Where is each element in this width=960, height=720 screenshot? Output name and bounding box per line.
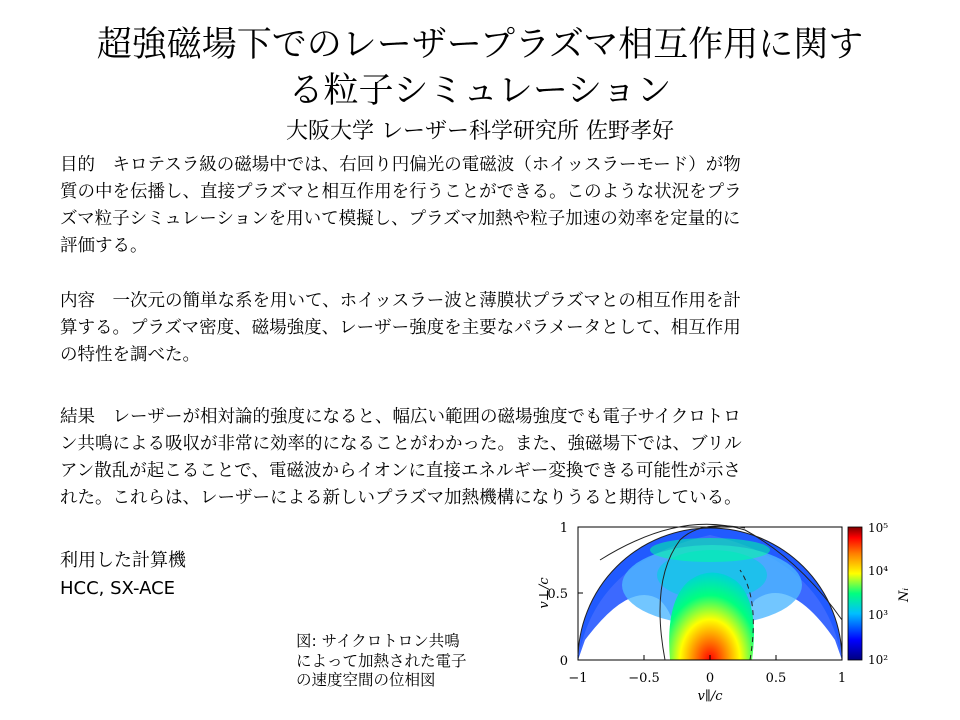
purpose-paragraph: 目的 キロテスラ級の磁場中では、右回り円偏光の電磁波（ホイッスラーモード）が物 質の中を伝播し、直接プラズマと相互作用を行うことができる。このような状況をプラ ズマ粒子シミュレーションを用いて模擬し、プラズマ加熱や粒子加速の効率を定量的に 評価する。 <box>60 155 742 256</box>
result-paragraph: 結果 レーザーが相対論的強度になると、幅広い範囲の磁場強度でも電子サイクロトロ ン共鳴による吸収が非常に効率的になることがわかった。また、強磁場下では、ブリル アン散乱が起こることで、電磁波からイオンに直接エネルギー変換できる可能性が示さ れた。これらは、レーザーによる新しいプラズマ加熱機構になりうると期待している。 <box>60 407 742 508</box>
title-line-2: る粒子シミュレーション <box>288 71 672 111</box>
colorbar <box>848 527 862 660</box>
caption-line-2: によって加熱された電子 <box>296 651 467 670</box>
caption-line-1: 図: サイクロトロン共鳴 <box>296 632 460 650</box>
x-tick-label: −0.5 <box>628 671 660 686</box>
colorbar-tick-label: 10⁵ <box>868 521 889 535</box>
title-line-1: 超強磁場下でのレーザープラズマ相互作用に関す <box>96 25 864 65</box>
colorbar-label: Nᵢ <box>897 588 912 602</box>
computer-value: HCC, SX-ACE <box>60 578 176 599</box>
content-paragraph: 内容 一次元の簡単な系を用いて、ホイッスラー波と薄膜状プラズマとの相互作用を計 算する。プラズマ密度、磁場強度、レーザー強度を主要なパラメータとして、相互作用 の特性を調べた。 <box>60 291 741 365</box>
x-tick-label: 1 <box>837 671 847 686</box>
heatmap-area <box>578 528 842 660</box>
author-affiliation: 大阪大学 レーザー科学研究所 佐野孝好 <box>286 119 674 144</box>
x-tick-label: 0.5 <box>765 671 787 686</box>
y-tick-label: 0 <box>559 654 568 669</box>
caption-line-3: の速度空間の位相図 <box>296 671 436 689</box>
x-axis-label: v∥/c <box>697 689 723 704</box>
y-tick-label: 1 <box>559 521 568 536</box>
colorbar-tick-label: 10⁴ <box>868 564 889 578</box>
x-tick-label: 0 <box>705 671 715 686</box>
y-axis-label: v⊥/c <box>537 577 552 609</box>
y-tick-label: 0.5 <box>547 587 568 602</box>
colorbar-tick-label: 10³ <box>868 608 889 622</box>
x-tick-label: −1 <box>568 671 588 686</box>
colorbar-tick-label: 10² <box>868 653 889 667</box>
computer-label: 利用した計算機 <box>60 550 186 571</box>
